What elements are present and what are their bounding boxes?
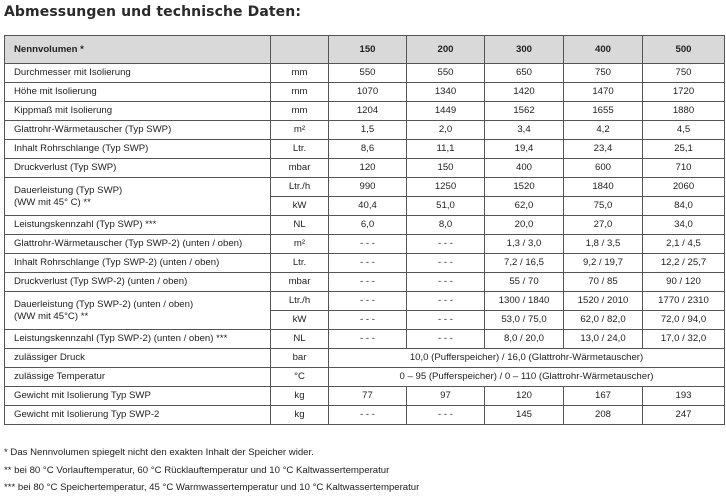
table-row — [5, 406, 725, 425]
merged-cell: 10,0 (Pufferspeicher) / 16,0 (Glattrohr-Wärmetauscher) — [329, 349, 725, 368]
row-label: Höhe mit Isolierung — [5, 83, 271, 102]
row-unit: kW — [271, 197, 329, 216]
row-label-line1: Dauerleistung (Typ SWP-2) (unten / oben) — [14, 298, 194, 310]
cell: 6,0 — [329, 216, 407, 235]
footnotes — [4, 444, 419, 497]
cell: 11,1 — [407, 140, 485, 159]
header-nennvolumen: Nennvolumen * — [5, 36, 271, 64]
cell: 400 — [485, 159, 564, 178]
row-unit: Ltr./h — [271, 292, 329, 311]
table-row — [5, 178, 725, 197]
cell: 4,5 — [643, 121, 725, 140]
cell: 23,4 — [564, 140, 643, 159]
row-label: Inhalt Rohrschlange (Typ SWP-2) (unten / oben) — [5, 254, 271, 273]
row-unit: NL — [271, 216, 329, 235]
cell: 1420 — [485, 83, 564, 102]
row-label: Leistungskennzahl (Typ SWP-2) (unten / oben) *** — [5, 330, 271, 349]
cell: 75,0 — [564, 197, 643, 216]
table-row — [5, 254, 725, 273]
cell: - - - — [407, 254, 485, 273]
cell: 97 — [407, 387, 485, 406]
row-label: Leistungskennzahl (Typ SWP) *** — [5, 216, 271, 235]
header-volume-150: 150 — [329, 36, 407, 64]
row-unit: °C — [271, 368, 329, 387]
cell: 34,0 — [643, 216, 725, 235]
cell: 51,0 — [407, 197, 485, 216]
cell: 1562 — [485, 102, 564, 121]
cell: 750 — [564, 64, 643, 83]
cell: 17,0 / 32,0 — [643, 330, 725, 349]
row-unit: mm — [271, 83, 329, 102]
cell: 1720 — [643, 83, 725, 102]
cell: 1070 — [329, 83, 407, 102]
cell: 19,4 — [485, 140, 564, 159]
row-label: Kippmaß mit Isolierung — [5, 102, 271, 121]
cell: 2,1 / 4,5 — [643, 235, 725, 254]
row-label-line1: Dauerleistung (Typ SWP) — [14, 184, 123, 196]
cell: - - - — [407, 235, 485, 254]
table-row — [5, 368, 725, 387]
cell: 193 — [643, 387, 725, 406]
header-volume-300: 300 — [485, 36, 564, 64]
technical-data-table — [4, 35, 725, 425]
cell: - - - — [329, 235, 407, 254]
footnote-1: * Das Nennvolumen spiegelt nicht den exakten Inhalt der Speicher wider. — [4, 447, 314, 458]
cell: 7,2 / 16,5 — [485, 254, 564, 273]
table-row — [5, 349, 725, 368]
cell: 1520 — [485, 178, 564, 197]
cell: 4,2 — [564, 121, 643, 140]
section-title: Abmessungen und technische Daten: — [4, 4, 302, 20]
cell: 9,2 / 19,7 — [564, 254, 643, 273]
cell: 1880 — [643, 102, 725, 121]
row-unit: Ltr. — [271, 254, 329, 273]
cell: 1449 — [407, 102, 485, 121]
row-unit: kW — [271, 311, 329, 330]
cell: 1204 — [329, 102, 407, 121]
cell: - - - — [407, 311, 485, 330]
cell: - - - — [407, 330, 485, 349]
cell: 62,0 — [485, 197, 564, 216]
table-row — [5, 64, 725, 83]
cell: 1,8 / 3,5 — [564, 235, 643, 254]
cell: 72,0 / 94,0 — [643, 311, 725, 330]
cell: - - - — [329, 330, 407, 349]
merged-cell: 0 – 95 (Pufferspeicher) / 0 – 110 (Glattrohr-Wärmetauscher) — [329, 368, 725, 387]
cell: 1520 / 2010 — [564, 292, 643, 311]
cell: 208 — [564, 406, 643, 425]
cell: 8,0 — [407, 216, 485, 235]
row-unit: NL — [271, 330, 329, 349]
cell: 70 / 85 — [564, 273, 643, 292]
cell: 1340 — [407, 83, 485, 102]
cell: 120 — [329, 159, 407, 178]
cell: 150 — [407, 159, 485, 178]
cell: 145 — [485, 406, 564, 425]
table-row — [5, 235, 725, 254]
table-row — [5, 330, 725, 349]
header-volume-500: 500 — [643, 36, 725, 64]
table-row — [5, 102, 725, 121]
row-label: Glattrohr-Wärmetauscher (Typ SWP-2) (unten / oben) — [5, 235, 271, 254]
footnote-2: ** bei 80 °C Vorlauftemperatur, 60 °C Rücklauftemperatur und 10 °C Kaltwassertemperatur — [4, 464, 390, 476]
cell: 1300 / 1840 — [485, 292, 564, 311]
cell: 2,0 — [407, 121, 485, 140]
cell: 750 — [643, 64, 725, 83]
row-unit: bar — [271, 349, 329, 368]
cell: 550 — [329, 64, 407, 83]
cell: 90 / 120 — [643, 273, 725, 292]
row-label: Druckverlust (Typ SWP-2) (unten / oben) — [5, 273, 271, 292]
row-unit: mm — [271, 102, 329, 121]
table-row — [5, 140, 725, 159]
cell: - - - — [407, 292, 485, 311]
table-row — [5, 387, 725, 406]
row-unit: Ltr./h — [271, 178, 329, 197]
row-label: Durchmesser mit Isolierung — [5, 64, 271, 83]
table-row — [5, 83, 725, 102]
cell: 1770 / 2310 — [643, 292, 725, 311]
cell: 120 — [485, 387, 564, 406]
cell: 25,1 — [643, 140, 725, 159]
cell: 27,0 — [564, 216, 643, 235]
row-unit: mm — [271, 64, 329, 83]
row-label: zulässiger Druck — [5, 349, 271, 368]
cell: 53,0 / 75,0 — [485, 311, 564, 330]
row-unit: kg — [271, 406, 329, 425]
footnote-3: *** bei 80 °C Speichertemperatur, 45 °C Warmwassertemperatur und 10 °C Kaltwassertemperatur — [4, 482, 420, 493]
cell: 1,5 — [329, 121, 407, 140]
cell: - - - — [407, 273, 485, 292]
cell: 8,6 — [329, 140, 407, 159]
row-label-line2: (WW mit 45° C) ** — [14, 196, 91, 208]
cell: 55 / 70 — [485, 273, 564, 292]
row-unit: mbar — [271, 159, 329, 178]
cell: 84,0 — [643, 197, 725, 216]
cell: 1470 — [564, 83, 643, 102]
cell: - - - — [329, 406, 407, 425]
table-header-row — [5, 36, 725, 64]
row-label-line2: (WW mit 45°C) ** — [14, 310, 89, 322]
cell: 1840 — [564, 178, 643, 197]
cell: 40,4 — [329, 197, 407, 216]
cell: 1,3 / 3,0 — [485, 235, 564, 254]
cell: - - - — [329, 273, 407, 292]
table-row — [5, 216, 725, 235]
cell: 20,0 — [485, 216, 564, 235]
cell: 550 — [407, 64, 485, 83]
header-unit — [271, 36, 329, 64]
cell: 13,0 / 24,0 — [564, 330, 643, 349]
row-label: zulässige Temperatur — [5, 368, 271, 387]
cell: 600 — [564, 159, 643, 178]
row-unit: m² — [271, 121, 329, 140]
cell: 990 — [329, 178, 407, 197]
cell: 710 — [643, 159, 725, 178]
table-row — [5, 121, 725, 140]
row-label: Gewicht mit Isolierung Typ SWP — [5, 387, 271, 406]
header-volume-400: 400 — [564, 36, 643, 64]
row-label: Gewicht mit Isolierung Typ SWP-2 — [5, 406, 271, 425]
cell: 77 — [329, 387, 407, 406]
header-volume-200: 200 — [407, 36, 485, 64]
row-unit: kg — [271, 387, 329, 406]
row-label-multiline — [5, 178, 271, 216]
table-row — [5, 159, 725, 178]
row-label: Inhalt Rohrschlange (Typ SWP) — [5, 140, 271, 159]
cell: - - - — [329, 254, 407, 273]
cell: 12,2 / 25,7 — [643, 254, 725, 273]
row-unit: Ltr. — [271, 140, 329, 159]
cell: 3,4 — [485, 121, 564, 140]
table-row — [5, 273, 725, 292]
row-unit: mbar — [271, 273, 329, 292]
cell: 650 — [485, 64, 564, 83]
row-label-multiline — [5, 292, 271, 330]
cell: - - - — [329, 292, 407, 311]
cell: 1655 — [564, 102, 643, 121]
cell: 8,0 / 20,0 — [485, 330, 564, 349]
cell: - - - — [329, 311, 407, 330]
row-label: Glattrohr-Wärmetauscher (Typ SWP) — [5, 121, 271, 140]
cell: 1250 — [407, 178, 485, 197]
table-row — [5, 292, 725, 311]
cell: 247 — [643, 406, 725, 425]
cell: 167 — [564, 387, 643, 406]
cell: - - - — [407, 406, 485, 425]
row-label: Druckverlust (Typ SWP) — [5, 159, 271, 178]
cell: 62,0 / 82,0 — [564, 311, 643, 330]
row-unit: m² — [271, 235, 329, 254]
cell: 2060 — [643, 178, 725, 197]
